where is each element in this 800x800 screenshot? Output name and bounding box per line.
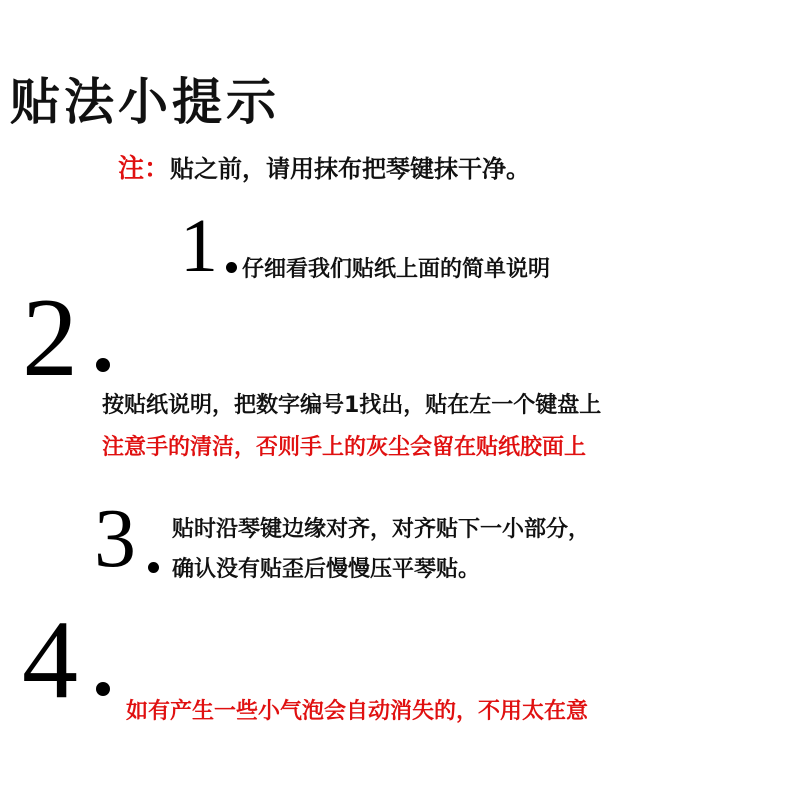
step-2-bullet-dot <box>96 358 110 372</box>
step-3-bullet-dot <box>148 562 159 573</box>
step-3-text-line-1: 贴时沿琴键边缘对齐，对齐贴下一小部分， <box>172 517 591 542</box>
step-2-warning-text: 注意手的清洁，否则手上的灰尘会留在贴纸胶面上 <box>102 435 587 460</box>
step-1-text: 仔细看我们贴纸上面的简单说明 <box>242 257 551 282</box>
step-1-number: 1 <box>180 204 218 288</box>
step-2-number: 2 <box>22 276 78 400</box>
step-3-number: 3 <box>94 492 136 585</box>
page-title: 贴法小提示 <box>10 72 280 131</box>
note-label: 注： <box>118 154 171 184</box>
step-2-text-line-1: 按贴纸说明，把数字编号1找出，贴在左一个键盘上 <box>102 393 602 418</box>
step-3-text-line-2: 确认没有贴歪后慢慢压平琴贴。 <box>172 557 481 582</box>
step-1-bullet-dot <box>226 262 237 273</box>
step-4-warning-text: 如有产生一些小气泡会自动消失的，不用太在意 <box>126 699 589 724</box>
step-4-bullet-dot <box>96 682 110 696</box>
note-row <box>118 148 530 185</box>
note-text: 贴之前，请用抹布把琴键抹干净。 <box>170 155 531 183</box>
step-4-number: 4 <box>22 598 78 722</box>
